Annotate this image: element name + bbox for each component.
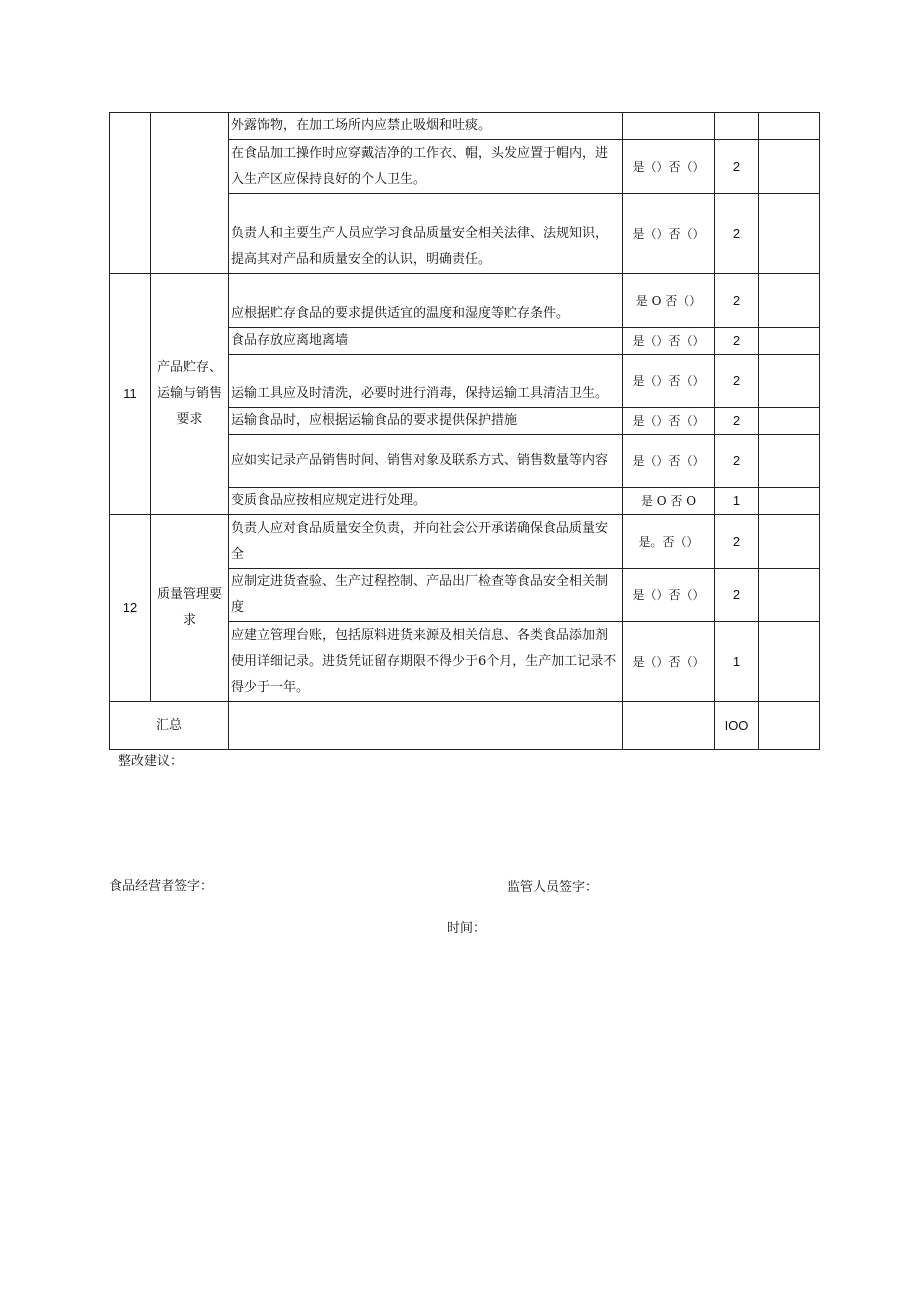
requirement-cell: 运输工具应及时清洗，必要时进行消毒，保持运输工具清洁卫生。 — [229, 355, 623, 408]
table-row — [110, 274, 820, 328]
score-cell: 1 — [715, 622, 759, 702]
answer-cell[interactable]: 是（）否（） — [623, 328, 715, 355]
section-category-cell: 产品贮存、运输与销售要求 — [151, 274, 229, 515]
total-label: 汇总 — [110, 702, 229, 750]
answer-cell[interactable]: 是（）否（） — [623, 569, 715, 622]
remark-cell[interactable] — [759, 194, 820, 274]
requirement-cell: 外露饰物，在加工场所内应禁止吸烟和吐痰。 — [229, 113, 623, 140]
requirement-cell: 应制定进货查验、生产过程控制、产品出厂检查等食品安全相关制度 — [229, 569, 623, 622]
score-cell: 1 — [715, 488, 759, 515]
requirement-cell: 在食品加工操作时应穿戴洁净的工作衣、帽，头发应置于帽内，进入生产区应保持良好的个人卫生。 — [229, 140, 623, 194]
section-number-cell — [110, 113, 151, 274]
remark-cell[interactable] — [759, 408, 820, 435]
remark-cell[interactable] — [759, 113, 820, 140]
answer-cell[interactable]: 是（）否（） — [623, 140, 715, 194]
table-row — [110, 113, 820, 140]
requirement-cell: 负责人和主要生产人员应学习食品质量安全相关法律、法规知识，提高其对产品和质量安全的认识，明确责任。 — [229, 194, 623, 274]
remark-cell[interactable] — [759, 274, 820, 328]
total-score: IOO — [715, 702, 759, 750]
remark-cell[interactable] — [759, 622, 820, 702]
score-cell: 2 — [715, 140, 759, 194]
answer-cell[interactable]: 是（）否（） — [623, 355, 715, 408]
section-category-cell — [151, 113, 229, 274]
requirement-cell: 运输食品时，应根据运输食品的要求提供保护措施 — [229, 408, 623, 435]
score-cell: 2 — [715, 194, 759, 274]
score-cell: 2 — [715, 515, 759, 569]
score-cell: 2 — [715, 435, 759, 488]
total-remark-cell[interactable] — [759, 702, 820, 750]
supervisor-signature-label: 监管人员签字： — [507, 880, 599, 895]
score-cell: 2 — [715, 355, 759, 408]
score-cell: 2 — [715, 408, 759, 435]
answer-cell[interactable]: 是 O 否 O — [623, 488, 715, 515]
section-number-cell: 11 — [110, 274, 151, 515]
suggestion-label: 整改建议： — [118, 754, 184, 769]
answer-cell[interactable]: 是（）否（） — [623, 194, 715, 274]
requirement-cell: 应如实记录产品销售时间、销售对象及联系方式、销售数量等内容 — [229, 435, 623, 488]
remark-cell[interactable] — [759, 140, 820, 194]
table-row — [110, 515, 820, 569]
requirement-cell: 应建立管理台账，包括原料进货来源及相关信息、各类食品添加剂使用详细记录。进货凭证留存期限不得少于6个月，生产加工记录不得少于一年。 — [229, 622, 623, 702]
requirement-cell: 变质食品应按相应规定进行处理。 — [229, 488, 623, 515]
remark-cell[interactable] — [759, 488, 820, 515]
answer-cell[interactable] — [623, 113, 715, 140]
remark-cell[interactable] — [759, 569, 820, 622]
section-category-cell: 质量管理要求 — [151, 515, 229, 702]
answer-cell[interactable]: 是 O 否（） — [623, 274, 715, 328]
total-row — [110, 702, 820, 750]
section-number-cell: 12 — [110, 515, 151, 702]
requirement-cell: 食品存放应离地离墙 — [229, 328, 623, 355]
answer-cell[interactable]: 是。否（） — [623, 515, 715, 569]
score-cell: 2 — [715, 274, 759, 328]
operator-signature-label: 食品经营者签字： — [109, 879, 214, 894]
remark-cell[interactable] — [759, 515, 820, 569]
remark-cell[interactable] — [759, 435, 820, 488]
answer-cell[interactable]: 是（）否（） — [623, 408, 715, 435]
inspection-table — [109, 112, 820, 750]
requirement-cell: 应根据贮存食品的要求提供适宜的温度和湿度等贮存条件。 — [229, 274, 623, 328]
time-label: 时间： — [447, 921, 487, 936]
score-cell: 2 — [715, 569, 759, 622]
score-cell — [715, 113, 759, 140]
remark-cell[interactable] — [759, 328, 820, 355]
total-answer-cell — [623, 702, 715, 750]
score-cell: 2 — [715, 328, 759, 355]
total-requirement-cell — [229, 702, 623, 750]
answer-cell[interactable]: 是（）否（） — [623, 435, 715, 488]
answer-cell[interactable]: 是（）否（） — [623, 622, 715, 702]
remark-cell[interactable] — [759, 355, 820, 408]
requirement-cell: 负责人应对食品质量安全负责，并向社会公开承诺确保食品质量安全 — [229, 515, 623, 569]
